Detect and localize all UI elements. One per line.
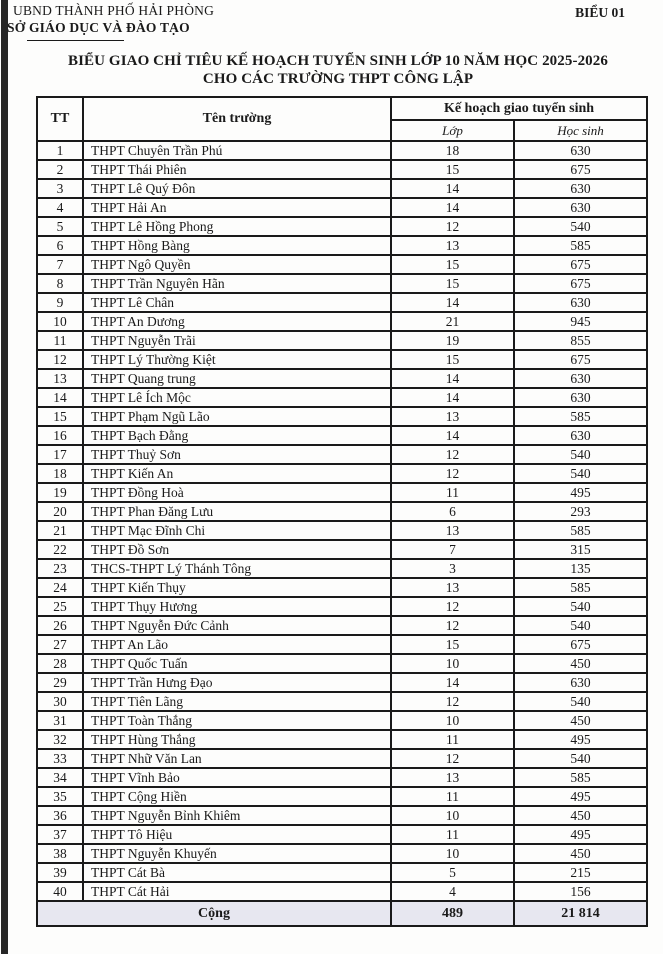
school-name-cell: THCS-THPT Lý Thánh Tông xyxy=(83,559,391,578)
classes-count-cell: 13 xyxy=(391,236,514,255)
school-name-cell: THPT Cát Bà xyxy=(83,863,391,882)
table-row xyxy=(37,711,647,730)
school-name-cell: THPT Nguyễn Đức Cảnh xyxy=(83,616,391,635)
row-number-cell: 25 xyxy=(37,597,83,616)
students-count-cell: 293 xyxy=(514,502,647,521)
table-row xyxy=(37,426,647,445)
school-name-cell: THPT Lý Thường Kiệt xyxy=(83,350,391,369)
row-number-cell: 5 xyxy=(37,217,83,236)
classes-count-cell: 19 xyxy=(391,331,514,350)
students-count-cell: 585 xyxy=(514,521,647,540)
school-name-cell: THPT An Lão xyxy=(83,635,391,654)
row-number-cell: 3 xyxy=(37,179,83,198)
students-count-cell: 630 xyxy=(514,141,647,160)
students-count-cell: 540 xyxy=(514,217,647,236)
school-name-cell: THPT Quốc Tuấn xyxy=(83,654,391,673)
classes-count-cell: 7 xyxy=(391,540,514,559)
table-row xyxy=(37,635,647,654)
students-count-cell: 215 xyxy=(514,863,647,882)
classes-count-cell: 13 xyxy=(391,768,514,787)
school-name-cell: THPT Lê Hồng Phong xyxy=(83,217,391,236)
students-count-cell: 630 xyxy=(514,198,647,217)
classes-count-cell: 13 xyxy=(391,578,514,597)
students-count-cell: 315 xyxy=(514,540,647,559)
classes-count-cell: 15 xyxy=(391,255,514,274)
table-row xyxy=(37,179,647,198)
row-number-cell: 8 xyxy=(37,274,83,293)
students-count-cell: 585 xyxy=(514,578,647,597)
form-number: BIỂU 01 xyxy=(575,5,625,20)
classes-count-cell: 21 xyxy=(391,312,514,331)
school-name-cell: THPT Nguyễn Trãi xyxy=(83,331,391,350)
row-number-cell: 4 xyxy=(37,198,83,217)
row-number-cell: 20 xyxy=(37,502,83,521)
students-count-cell: 630 xyxy=(514,293,647,312)
students-count-cell: 450 xyxy=(514,806,647,825)
students-count-cell: 675 xyxy=(514,635,647,654)
table-row xyxy=(37,236,647,255)
students-count-cell: 450 xyxy=(514,844,647,863)
table-row xyxy=(37,255,647,274)
table-row xyxy=(37,540,647,559)
table-row xyxy=(37,217,647,236)
school-name-cell: THPT Hải An xyxy=(83,198,391,217)
students-count-cell: 135 xyxy=(514,559,647,578)
row-number-cell: 30 xyxy=(37,692,83,711)
table-row xyxy=(37,369,647,388)
table-row xyxy=(37,293,647,312)
document-title xyxy=(30,52,646,88)
classes-count-cell: 4 xyxy=(391,882,514,901)
row-number-cell: 2 xyxy=(37,160,83,179)
row-number-cell: 13 xyxy=(37,369,83,388)
classes-count-cell: 15 xyxy=(391,350,514,369)
students-count-cell: 630 xyxy=(514,179,647,198)
table-row xyxy=(37,388,647,407)
students-count-cell: 675 xyxy=(514,274,647,293)
classes-count-cell: 5 xyxy=(391,863,514,882)
school-name-cell: THPT Tiên Lãng xyxy=(83,692,391,711)
students-count-cell: 630 xyxy=(514,426,647,445)
classes-count-cell: 12 xyxy=(391,692,514,711)
row-number-cell: 28 xyxy=(37,654,83,673)
table-row xyxy=(37,521,647,540)
column-header-classes: Lớp xyxy=(391,120,514,141)
org-department-name: SỞ GIÁO DỤC VÀ ĐÀO TẠO xyxy=(7,20,190,35)
classes-count-cell: 15 xyxy=(391,274,514,293)
table-row xyxy=(37,483,647,502)
table-row xyxy=(37,559,647,578)
table-row xyxy=(37,616,647,635)
row-number-cell: 29 xyxy=(37,673,83,692)
classes-count-cell: 11 xyxy=(391,483,514,502)
row-number-cell: 24 xyxy=(37,578,83,597)
school-name-cell: THPT Tô Hiệu xyxy=(83,825,391,844)
classes-count-cell: 12 xyxy=(391,616,514,635)
table-footer xyxy=(37,901,647,926)
row-number-cell: 18 xyxy=(37,464,83,483)
students-count-cell: 630 xyxy=(514,388,647,407)
classes-count-cell: 14 xyxy=(391,369,514,388)
classes-count-cell: 6 xyxy=(391,502,514,521)
school-name-cell: THPT Lê Ích Mộc xyxy=(83,388,391,407)
table-row xyxy=(37,141,647,160)
table-row xyxy=(37,768,647,787)
row-number-cell: 12 xyxy=(37,350,83,369)
school-name-cell: THPT Cộng Hiền xyxy=(83,787,391,806)
table-row xyxy=(37,350,647,369)
total-classes: 489 xyxy=(391,901,514,926)
row-number-cell: 17 xyxy=(37,445,83,464)
scan-artifact-left-edge xyxy=(1,0,8,954)
table-row xyxy=(37,806,647,825)
school-name-cell: THPT Vĩnh Bảo xyxy=(83,768,391,787)
row-number-cell: 35 xyxy=(37,787,83,806)
classes-count-cell: 12 xyxy=(391,445,514,464)
students-count-cell: 675 xyxy=(514,160,647,179)
table-row xyxy=(37,312,647,331)
row-number-cell: 16 xyxy=(37,426,83,445)
table-row xyxy=(37,654,647,673)
school-name-cell: THPT Đồ Sơn xyxy=(83,540,391,559)
students-count-cell: 540 xyxy=(514,464,647,483)
students-count-cell: 585 xyxy=(514,768,647,787)
students-count-cell: 495 xyxy=(514,730,647,749)
school-name-cell: THPT Nhữ Văn Lan xyxy=(83,749,391,768)
school-name-cell: THPT Toàn Thắng xyxy=(83,711,391,730)
classes-count-cell: 14 xyxy=(391,673,514,692)
total-students: 21 814 xyxy=(514,901,647,926)
classes-count-cell: 12 xyxy=(391,464,514,483)
students-count-cell: 675 xyxy=(514,255,647,274)
classes-count-cell: 14 xyxy=(391,198,514,217)
classes-count-cell: 11 xyxy=(391,787,514,806)
students-count-cell: 495 xyxy=(514,825,647,844)
classes-count-cell: 13 xyxy=(391,521,514,540)
school-name-cell: THPT Ngô Quyền xyxy=(83,255,391,274)
table-row xyxy=(37,464,647,483)
students-count-cell: 540 xyxy=(514,692,647,711)
row-number-cell: 23 xyxy=(37,559,83,578)
row-number-cell: 32 xyxy=(37,730,83,749)
school-name-cell: THPT Thụy Hương xyxy=(83,597,391,616)
row-number-cell: 31 xyxy=(37,711,83,730)
students-count-cell: 855 xyxy=(514,331,647,350)
table-row xyxy=(37,673,647,692)
org-name-underline xyxy=(27,40,124,41)
row-number-cell: 36 xyxy=(37,806,83,825)
table-row xyxy=(37,331,647,350)
classes-count-cell: 12 xyxy=(391,597,514,616)
enrollment-quota-table xyxy=(36,96,648,927)
classes-count-cell: 13 xyxy=(391,407,514,426)
table-row xyxy=(37,445,647,464)
students-count-cell: 156 xyxy=(514,882,647,901)
students-count-cell: 630 xyxy=(514,673,647,692)
table-row xyxy=(37,407,647,426)
row-number-cell: 15 xyxy=(37,407,83,426)
row-number-cell: 39 xyxy=(37,863,83,882)
table-row xyxy=(37,692,647,711)
students-count-cell: 540 xyxy=(514,616,647,635)
school-name-cell: THPT Nguyễn Bỉnh Khiêm xyxy=(83,806,391,825)
row-number-cell: 11 xyxy=(37,331,83,350)
students-count-cell: 540 xyxy=(514,749,647,768)
classes-count-cell: 15 xyxy=(391,635,514,654)
column-header-plan-group: Kế hoạch giao tuyển sinh xyxy=(391,97,647,120)
issuing-org-block xyxy=(7,3,215,41)
students-count-cell: 495 xyxy=(514,483,647,502)
row-number-cell: 40 xyxy=(37,882,83,901)
students-count-cell: 450 xyxy=(514,654,647,673)
classes-count-cell: 12 xyxy=(391,749,514,768)
classes-count-cell: 14 xyxy=(391,179,514,198)
school-name-cell: THPT Bạch Đằng xyxy=(83,426,391,445)
total-row xyxy=(37,901,647,926)
school-name-cell: THPT Đồng Hoà xyxy=(83,483,391,502)
school-name-cell: THPT Phạm Ngũ Lão xyxy=(83,407,391,426)
column-header-school: Tên trường xyxy=(83,97,391,141)
classes-count-cell: 14 xyxy=(391,293,514,312)
row-number-cell: 9 xyxy=(37,293,83,312)
total-label: Cộng xyxy=(37,901,391,926)
org-parent-name: UBND THÀNH PHỐ HẢI PHÒNG xyxy=(13,3,215,18)
students-count-cell: 540 xyxy=(514,445,647,464)
row-number-cell: 6 xyxy=(37,236,83,255)
school-name-cell: THPT Trần Nguyên Hãn xyxy=(83,274,391,293)
row-number-cell: 1 xyxy=(37,141,83,160)
table-row xyxy=(37,882,647,901)
classes-count-cell: 14 xyxy=(391,388,514,407)
classes-count-cell: 12 xyxy=(391,217,514,236)
school-name-cell: THPT Nguyễn Khuyến xyxy=(83,844,391,863)
classes-count-cell: 3 xyxy=(391,559,514,578)
classes-count-cell: 10 xyxy=(391,711,514,730)
table-row xyxy=(37,730,647,749)
classes-count-cell: 10 xyxy=(391,844,514,863)
document-title-line1: BIỂU GIAO CHỈ TIÊU KẾ HOẠCH TUYỂN SINH LỚP 10 NĂM HỌC 2025-2026 xyxy=(68,53,608,69)
row-number-cell: 33 xyxy=(37,749,83,768)
school-name-cell: THPT Mạc Đĩnh Chi xyxy=(83,521,391,540)
students-count-cell: 585 xyxy=(514,407,647,426)
classes-count-cell: 15 xyxy=(391,160,514,179)
school-name-cell: THPT Lê Chân xyxy=(83,293,391,312)
row-number-cell: 37 xyxy=(37,825,83,844)
school-name-cell: THPT Phan Đăng Lưu xyxy=(83,502,391,521)
table-row xyxy=(37,198,647,217)
row-number-cell: 7 xyxy=(37,255,83,274)
table-row xyxy=(37,844,647,863)
school-name-cell: THPT Kiến Thụy xyxy=(83,578,391,597)
table-row xyxy=(37,597,647,616)
school-name-cell: THPT Cát Hải xyxy=(83,882,391,901)
table-row xyxy=(37,825,647,844)
row-number-cell: 19 xyxy=(37,483,83,502)
row-number-cell: 21 xyxy=(37,521,83,540)
students-count-cell: 450 xyxy=(514,711,647,730)
school-name-cell: THPT Hồng Bàng xyxy=(83,236,391,255)
students-count-cell: 585 xyxy=(514,236,647,255)
document-title-line2: CHO CÁC TRƯỜNG THPT CÔNG LẬP xyxy=(202,71,474,87)
school-name-cell: THPT Hùng Thắng xyxy=(83,730,391,749)
table-row xyxy=(37,160,647,179)
school-name-cell: THPT Kiến An xyxy=(83,464,391,483)
school-name-cell: THPT Thái Phiên xyxy=(83,160,391,179)
school-name-cell: THPT Quang trung xyxy=(83,369,391,388)
table-row xyxy=(37,274,647,293)
classes-count-cell: 14 xyxy=(391,426,514,445)
row-number-cell: 10 xyxy=(37,312,83,331)
table-body xyxy=(37,141,647,901)
students-count-cell: 675 xyxy=(514,350,647,369)
table-row xyxy=(37,578,647,597)
school-name-cell: THPT An Dương xyxy=(83,312,391,331)
table-row xyxy=(37,749,647,768)
school-name-cell: THPT Trần Hưng Đạo xyxy=(83,673,391,692)
table-header xyxy=(37,97,647,141)
school-name-cell: THPT Thuỷ Sơn xyxy=(83,445,391,464)
classes-count-cell: 18 xyxy=(391,141,514,160)
column-header-tt: TT xyxy=(37,97,83,141)
classes-count-cell: 11 xyxy=(391,730,514,749)
classes-count-cell: 10 xyxy=(391,654,514,673)
students-count-cell: 630 xyxy=(514,369,647,388)
table-row xyxy=(37,787,647,806)
row-number-cell: 14 xyxy=(37,388,83,407)
students-count-cell: 540 xyxy=(514,597,647,616)
row-number-cell: 34 xyxy=(37,768,83,787)
classes-count-cell: 11 xyxy=(391,825,514,844)
row-number-cell: 22 xyxy=(37,540,83,559)
students-count-cell: 945 xyxy=(514,312,647,331)
school-name-cell: THPT Chuyên Trần Phú xyxy=(83,141,391,160)
row-number-cell: 27 xyxy=(37,635,83,654)
classes-count-cell: 10 xyxy=(391,806,514,825)
table-row xyxy=(37,502,647,521)
school-name-cell: THPT Lê Quý Đôn xyxy=(83,179,391,198)
students-count-cell: 495 xyxy=(514,787,647,806)
row-number-cell: 38 xyxy=(37,844,83,863)
column-header-students: Học sinh xyxy=(514,120,647,141)
table-row xyxy=(37,863,647,882)
row-number-cell: 26 xyxy=(37,616,83,635)
